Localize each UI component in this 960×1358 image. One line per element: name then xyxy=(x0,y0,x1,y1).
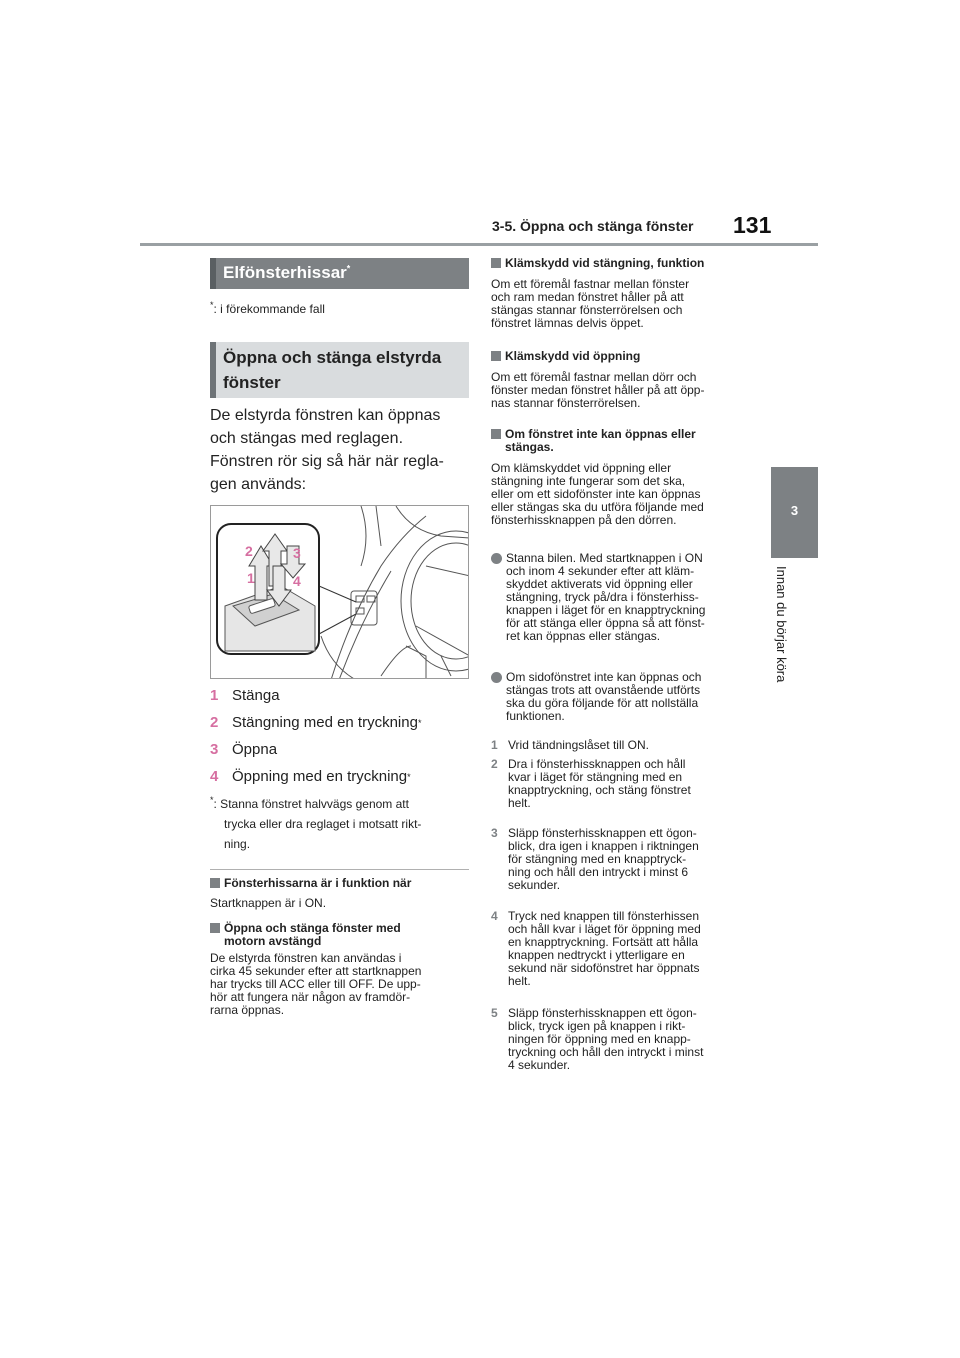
reset-step-4: 4 Tryck ned knappen till fönsterhissen och håll kvar i läget för öppning med en knapptryckning. Fortsätt att hålla knappen nedtryckt i ytterligare en sekund när sidofönstret har öppnats helt. xyxy=(491,909,701,988)
bullet-icon xyxy=(491,672,502,683)
chapter-label xyxy=(774,566,804,706)
step-one-touch-open: 4 Öppning med en tryckning * xyxy=(210,768,411,785)
info-block-operation: Fönsterhissarna är i funktion när Startknappen är i ON. xyxy=(210,876,412,910)
reset-step-1: 1 Vrid tändningslåset till ON. xyxy=(491,738,649,752)
section-heading-mark: * xyxy=(346,263,351,274)
subheading: Öppna och stänga elstyrda fönster xyxy=(223,348,442,392)
info-block-window-stuck: Om fönstret inte kan öppnas eller stängas. Om klämskyddet vid öppning eller stängning inte fungerar som det ska, eller om ett sidofönster inte kan öppnas eller stängas ska du utföra följande med fönsterhissknappen på den dörren. xyxy=(491,427,704,527)
page-number: 131 xyxy=(733,212,772,238)
bullet-stop-vehicle: Stanna bilen. Med startknappen i ON och inom 4 sekunder efter att kläm- skyddet aktiverats vid öppning eller stängning, tryck på/dra i fönsterhiss- knappen i läget för en knapptryckning för att stänga eller öppna så att fönst- ret kan öppnas eller stängas. xyxy=(491,552,753,643)
operation-steps xyxy=(210,682,472,790)
info-block-jam-protection-close: Klämskydd vid stängning, funktion Om ett föremål fastnar mellan fönster och ram medan fönstret håller på att stängas stannar fönsterrörelsen och fönstret lämnas delvis öppet. xyxy=(491,256,705,330)
info-block-engine-off: Öppna och stänga fönster med motorn avstängd De elstyrda fönstren kan användas i cirka 45 sekunder efter att startknappen har trycks till ACC eller till OFF. De upp- hör att fungera när någon av framdör- rarna öppnas. xyxy=(210,921,422,1017)
info-block-jam-protection-open: Klämskydd vid öppning Om ett föremål fastnar mellan dörr och fönster medan fönstret håller på att öpp- nas stannar fönsterrörelsen. xyxy=(491,349,705,410)
section-marker-icon xyxy=(491,429,501,439)
header-rule xyxy=(140,243,818,246)
bullet-reset: Om sidofönstret inte kan öppnas och stängas trots att ovanstående utförts ska du göra följande för att nollställa funktionen. xyxy=(491,671,753,723)
running-header-title: 3-5. Öppna och stänga fönster xyxy=(492,218,694,234)
subheading-bar xyxy=(210,342,469,398)
chapter-title: Innan du börjar köra xyxy=(774,566,789,683)
section-heading-bar xyxy=(210,258,469,289)
step-footnote: *: Stanna fönstret halvvägs genom att trycka eller dra reglaget i motsatt rikt- ning. xyxy=(210,795,422,851)
availability-footnote: *: i förekommande fall xyxy=(210,300,325,316)
callout-1: 1 xyxy=(247,570,255,586)
intro-paragraph: De elstyrda fönstren kan öppnas och stängas med reglagen. Fönstren rör sig så här när regla- gen används: xyxy=(210,407,444,493)
section-marker-icon xyxy=(210,923,220,933)
section-marker-icon xyxy=(491,351,501,361)
reset-step-5: 5 Släpp fönsterhissknappen ett ögon- blick, tryck igen på knappen i rikt- ningen för öppning med en knapp- tryckning och håll den intryckt i minst 4 sekunder. xyxy=(491,1006,704,1072)
switch-diagram xyxy=(211,506,469,679)
step-close: 1 Stänga xyxy=(210,687,280,704)
section-marker-icon xyxy=(491,258,501,268)
step-one-touch-close: 2 Stängning med en tryckning * xyxy=(210,714,422,731)
step-open: 3 Öppna xyxy=(210,741,278,758)
window-switch-illustration xyxy=(210,505,469,679)
chapter-tab xyxy=(771,467,818,558)
divider xyxy=(210,869,469,870)
section-heading: Elfönsterhissar xyxy=(223,263,347,282)
callout-3: 3 xyxy=(293,545,301,561)
reset-step-3: 3 Släpp fönsterhissknappen ett ögon- blick, dra igen i knappen i riktningen för stängning med en knapptryck- ning och håll den intryckt i minst 6 sekunder. xyxy=(491,826,699,892)
callout-4: 4 xyxy=(293,573,301,589)
section-marker-icon xyxy=(210,878,220,888)
reset-step-2: 2 Dra i fönsterhissknappen och håll kvar i läget för stängning med en knapptryckning, och stäng fönstret helt. xyxy=(491,757,691,810)
chapter-number: 3 xyxy=(790,503,799,518)
bullet-icon xyxy=(491,553,502,564)
callout-2: 2 xyxy=(245,543,253,559)
